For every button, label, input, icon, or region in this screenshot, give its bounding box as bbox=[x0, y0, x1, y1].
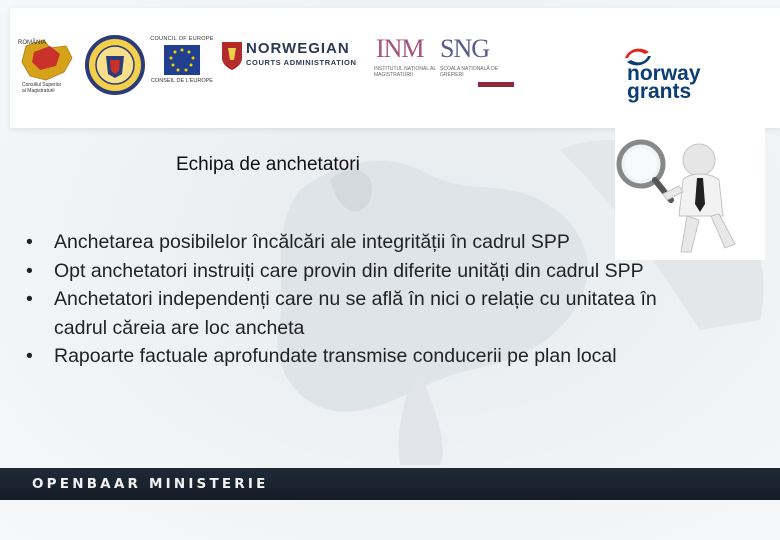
romania-csm-logo bbox=[16, 36, 78, 94]
list-item bbox=[26, 342, 706, 371]
inm-logo-letters: INM bbox=[376, 34, 424, 63]
council-europe-name-fr: CONSEIL DE L'EUROPE bbox=[151, 78, 213, 84]
norway-grants-logo bbox=[607, 22, 721, 118]
list-item bbox=[26, 285, 706, 342]
norway-grants-line1: norway bbox=[627, 62, 701, 85]
bullet-icon: • bbox=[26, 345, 33, 367]
bullet-icon: • bbox=[26, 288, 33, 310]
sng-tagline-bar bbox=[478, 82, 514, 87]
slide-title: Echipa de anchetatori bbox=[176, 154, 360, 175]
norwegian-courts-line2: COURTS ADMINISTRATION bbox=[246, 58, 357, 67]
footer-text: OPENBAAR MINISTERIE bbox=[32, 476, 269, 492]
inm-caption: INSTITUTUL NAȚIONAL AL MAGISTRATURII bbox=[374, 66, 436, 78]
bullet-icon: • bbox=[26, 231, 33, 253]
sng-caption: ȘCOALA NAȚIONALĂ DE GREFIERI bbox=[440, 66, 499, 78]
bullet-text: Anchetarea posibilelor încălcări ale integrității în cadrul SPP bbox=[54, 231, 570, 253]
bullet-text: Rapoarte factuale aprofundate transmise conducerii pe plan local bbox=[54, 345, 617, 367]
bullet-text: Anchetatori independenți care nu se află în nici o relație cu unitatea în cadrul căreia are loc ancheta bbox=[54, 288, 657, 339]
round-seal-logo bbox=[84, 34, 146, 96]
council-of-europe-logo bbox=[148, 36, 216, 96]
bullet-text: Opt anchetatori instruiți care provin din diferite unități din cadrul SPP bbox=[54, 259, 644, 282]
partner-logos bbox=[12, 34, 522, 104]
eu-stars-icon bbox=[164, 45, 200, 75]
svg-text:Consiliul Superior: Consiliul Superior bbox=[22, 82, 62, 88]
list-item bbox=[26, 228, 706, 257]
norwegian-courts-emblem-icon bbox=[220, 40, 244, 72]
list-item bbox=[26, 257, 706, 286]
svg-text:ROMÂNIA: ROMÂNIA bbox=[18, 40, 47, 46]
svg-text:al Magistraturii: al Magistraturii bbox=[22, 88, 55, 94]
norwegian-courts-line1: NORWEGIAN bbox=[246, 40, 350, 57]
council-europe-name: COUNCIL OF EUROPE bbox=[150, 36, 214, 42]
footer-bar bbox=[0, 468, 780, 500]
bullet-icon: • bbox=[26, 259, 33, 282]
bullet-list bbox=[26, 228, 706, 371]
norway-grants-line2: grants bbox=[627, 80, 692, 103]
sng-logo-letters: SNG bbox=[440, 34, 490, 63]
